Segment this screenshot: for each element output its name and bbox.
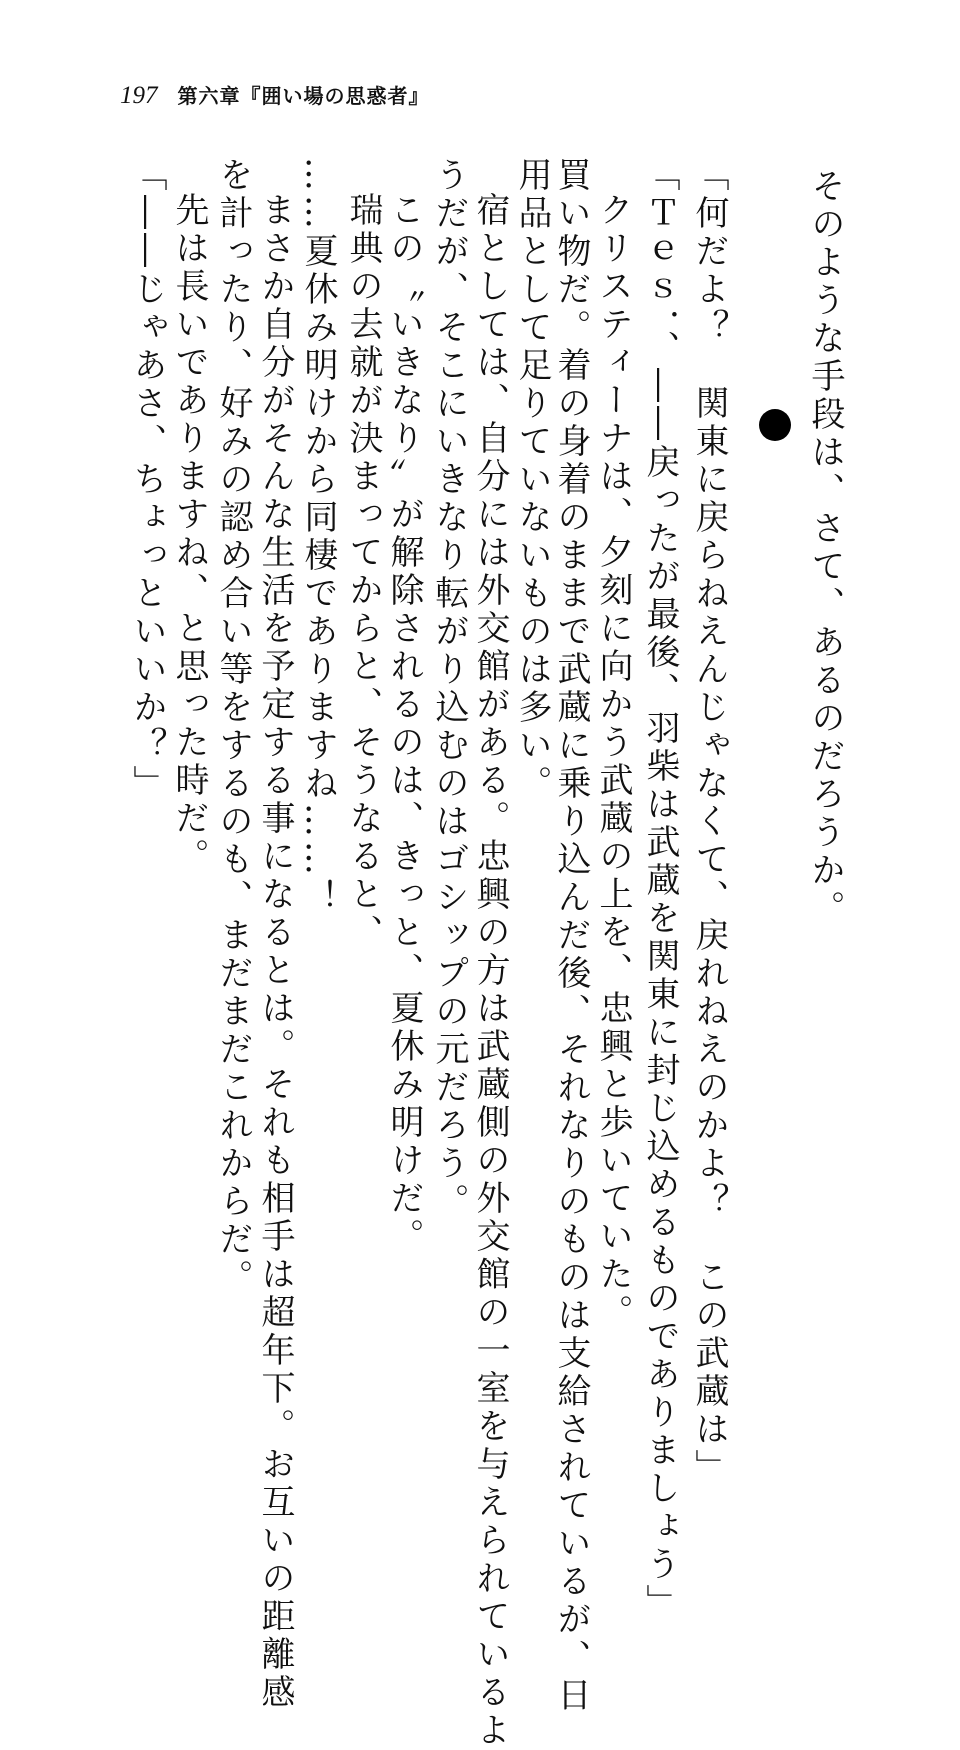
text-line: まさか自分がそんな生活を予定する事になるとは。それも相手は超年下。お互いの距離感	[255, 192, 295, 1712]
text-line: ……夏休み明けから同棲でありますね……！	[298, 157, 338, 917]
text-line: 「Ｔｅｓ．、――戻ったが最後、羽柴は武蔵を関東に封じ込めるものでありましょう」	[640, 157, 680, 1622]
text-line: を計ったり、好みの認め合い等をするのも、まだまだこれからだ。	[213, 157, 253, 1297]
text-line: うだが、そこにいきなり転がり込むのはゴシップの元だろう。	[429, 157, 469, 1221]
text-line: 宿としては、自分には外交館がある。忠興の方は武蔵側の外交館の一室を与えられているよ	[470, 192, 510, 1750]
chapter-title: 第六章『囲い場の思惑者』	[177, 84, 430, 108]
text-line: 「何だよ？ 関東に戻らねえんじゃなくて、戻れねえのかよ？ この武蔵は」	[689, 157, 729, 1487]
page-header	[120, 80, 430, 112]
text-line: この〝いきなり〟が解除されるのは、きっと、夏休み明けだ。	[384, 192, 424, 1256]
text-line: 「――じゃあさ、ちょっといいか？」	[127, 157, 167, 803]
text-line: 瑞典の去就が決まってからと、そうなると、	[343, 192, 383, 952]
page-number: 197	[120, 82, 158, 109]
text-line: 用品として足りていないものは多い。	[512, 157, 552, 803]
section-break-dot	[759, 409, 791, 441]
text-line: 先は長いでありますね、と思った時だ。	[169, 192, 209, 876]
text-line: クリスティーナは、夕刻に向かう武蔵の上を、忠興と歩いていた。	[593, 192, 633, 1332]
text-line: 買い物だ。着の身着のままで武蔵に乗り込んだ後、それなりのものは支給されているが、日	[551, 157, 591, 1715]
text-line: そのような手段は、さて、あるのだろうか。	[805, 168, 845, 928]
